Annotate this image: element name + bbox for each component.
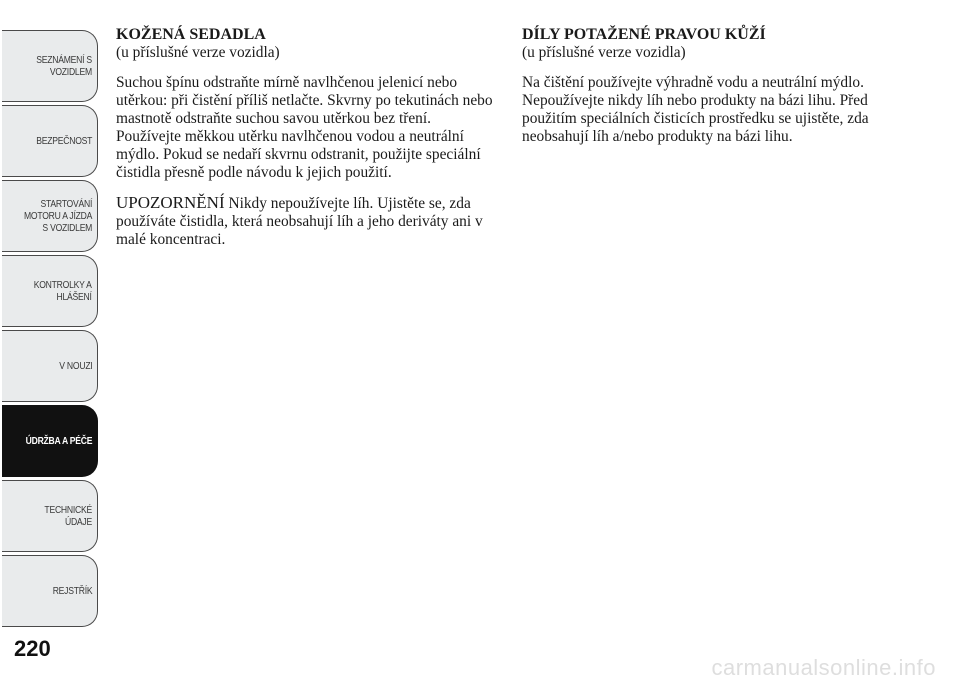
section-subtitle: (u příslušné verze vozidla) [116,44,280,61]
genuine-leather-parts-section [522,26,922,158]
watermark: carmanualsonline.info [711,655,936,680]
warning-paragraph [116,194,496,249]
tab-label: TECHNICKÉ ÚDAJE [44,504,92,528]
tab-label: REJSTŘÍK [52,585,92,597]
chapter-sidebar [0,0,100,640]
tab-seznameni-s-vozidlem[interactable] [2,30,98,102]
body-paragraph: Na čištění používejte výhradně vodu a neutrální mýdlo. Nepoužívejte nikdy líh nebo produkty na bázi lihu. Před použitím speciálních čisticích prostředku se ujistěte, zda neobsahují líh a/nebo produkty na bázi lihu. [522,74,869,145]
tab-technicke-udaje[interactable] [2,480,98,552]
tab-udrzba-a-pece[interactable] [2,405,98,477]
tab-label: KONTROLKY A HLÁŠENÍ [34,279,92,303]
section-heading: DÍLY POTAŽENÉ PRAVOU KŮŽÍ [522,26,766,43]
tab-bezpecnost[interactable] [2,105,98,177]
tab-rejstrik[interactable] [2,555,98,627]
tab-label: ÚDRŽBA A PÉČE [25,435,92,447]
tab-label: V NOUZI [58,360,92,372]
body-paragraph: Suchou špínu odstraňte mírně navlhčenou jelenicí nebo utěrkou: při čistění příliš netlačte. Skvrny po tekutinách nebo mastnotě odstraňte suchou savou utěrkou bez tření. Používejte měkkou utěrku navlhčenou vodou a neutrální mýdlo. Pokud se nedaří skvrnu odstranit, použijte speciální čistidla přesně podle návodu k jejich použití. [116,74,493,181]
tab-kontrolky-a-hlaseni[interactable] [2,255,98,327]
warning-label: UPOZORNĚNÍ [116,193,225,212]
section-heading: KOŽENÁ SEDADLA [116,26,266,43]
section-subtitle: (u příslušné verze vozidla) [522,44,686,61]
tab-startovani-motoru[interactable] [2,180,98,252]
tab-label: SEZNÁMENÍ S VOZIDLEM [36,54,92,78]
leather-seats-section [116,26,496,261]
page-number: 220 [14,636,51,661]
tab-v-nouzi[interactable] [2,330,98,402]
tab-label: BEZPEČNOST [36,135,92,147]
warning-text: Nikdy nepoužívejte líh. Ujistěte se, zda používáte čistidla, která neobsahují líh a jeho deriváty ani v malé koncentraci. [116,195,483,248]
tab-label: STARTOVÁNÍ MOTORU A JÍZDA S VOZIDLEM [23,198,92,234]
